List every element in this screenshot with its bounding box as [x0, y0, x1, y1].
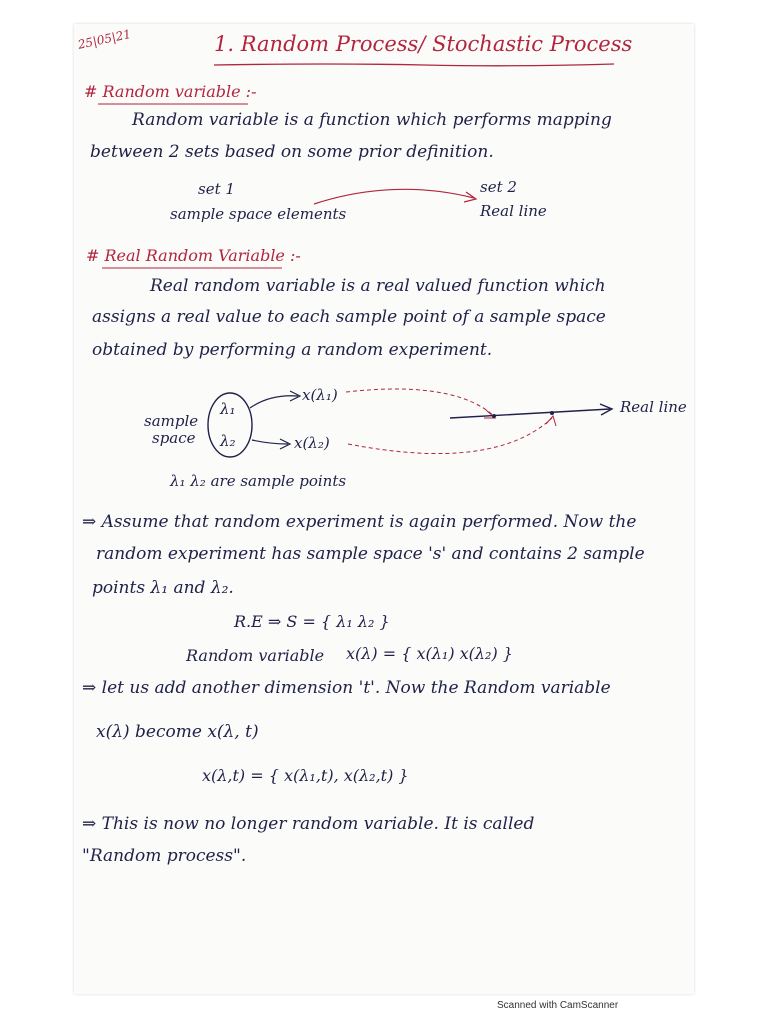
- sample-space-diagram: [74, 24, 694, 504]
- conclusion-line-2: "Random process".: [82, 846, 247, 866]
- title-alt: Stochastic Process: [432, 32, 633, 56]
- x-lambda-1-label: x(λ₁): [302, 386, 338, 404]
- date-note: 25|05|21: [76, 26, 133, 52]
- notebook-page: [74, 24, 694, 994]
- sample-point-lambda-1: λ₁: [220, 400, 236, 418]
- rv-definition-line-1: Random variable is a function which performs mapping: [132, 110, 612, 130]
- dimension-line-1: ⇒ let us add another dimension 't'. Now the Random variable: [82, 678, 611, 698]
- assume-line-3: points λ₁ and λ₂.: [92, 578, 234, 598]
- heading-random-variable: # Random variable :-: [84, 82, 257, 101]
- x-lambda-2-label: x(λ₂): [294, 434, 330, 452]
- scanner-watermark: Scanned with CamScanner: [497, 1000, 619, 1011]
- assume-line-1: ⇒ Assume that random experiment is again performed. Now the: [82, 512, 637, 532]
- sample-space-label-2: space: [152, 429, 196, 447]
- sample-space-label-1: sample: [144, 412, 199, 430]
- set2-label: set 2: [480, 178, 517, 196]
- sample-point-lambda-2: λ₂: [220, 432, 236, 450]
- heading-real-random-variable: # Real Random Variable :-: [86, 246, 301, 265]
- sample-points-caption: λ₁ λ₂ are sample points: [170, 472, 347, 490]
- rrv-definition-line-2: assigns a real value to each sample point of a sample space: [92, 307, 606, 327]
- dimension-line-2: x(λ) become x(λ, t): [96, 722, 259, 742]
- random-variable-label: Random variable: [186, 646, 325, 665]
- random-process-equation: x(λ,t) = { x(λ₁,t), x(λ₂,t) }: [202, 766, 409, 785]
- rv-definition-line-2: between 2 sets based on some prior definition.: [90, 142, 494, 162]
- set1-label: set 1: [198, 180, 235, 198]
- assume-line-2: random experiment has sample space 's' and contains 2 sample: [96, 544, 645, 564]
- set1-desc: sample space elements: [170, 205, 347, 223]
- title-main: Random Process: [240, 32, 419, 56]
- real-line-label: Real line: [620, 398, 687, 416]
- set2-desc: Real line: [480, 202, 547, 220]
- random-variable-equation: x(λ) = { x(λ₁) x(λ₂) }: [346, 644, 513, 663]
- title-number: 1.: [214, 32, 235, 56]
- conclusion-line-1: ⇒ This is now no longer random variable. It is called: [82, 814, 535, 834]
- title-slash: /: [418, 32, 426, 56]
- rrv-definition-line-1: Real random variable is a real valued function which: [150, 276, 606, 296]
- sample-space-equation: R.E ⇒ S = { λ₁ λ₂ }: [234, 612, 390, 631]
- rrv-definition-line-3: obtained by performing a random experiment.: [92, 340, 493, 360]
